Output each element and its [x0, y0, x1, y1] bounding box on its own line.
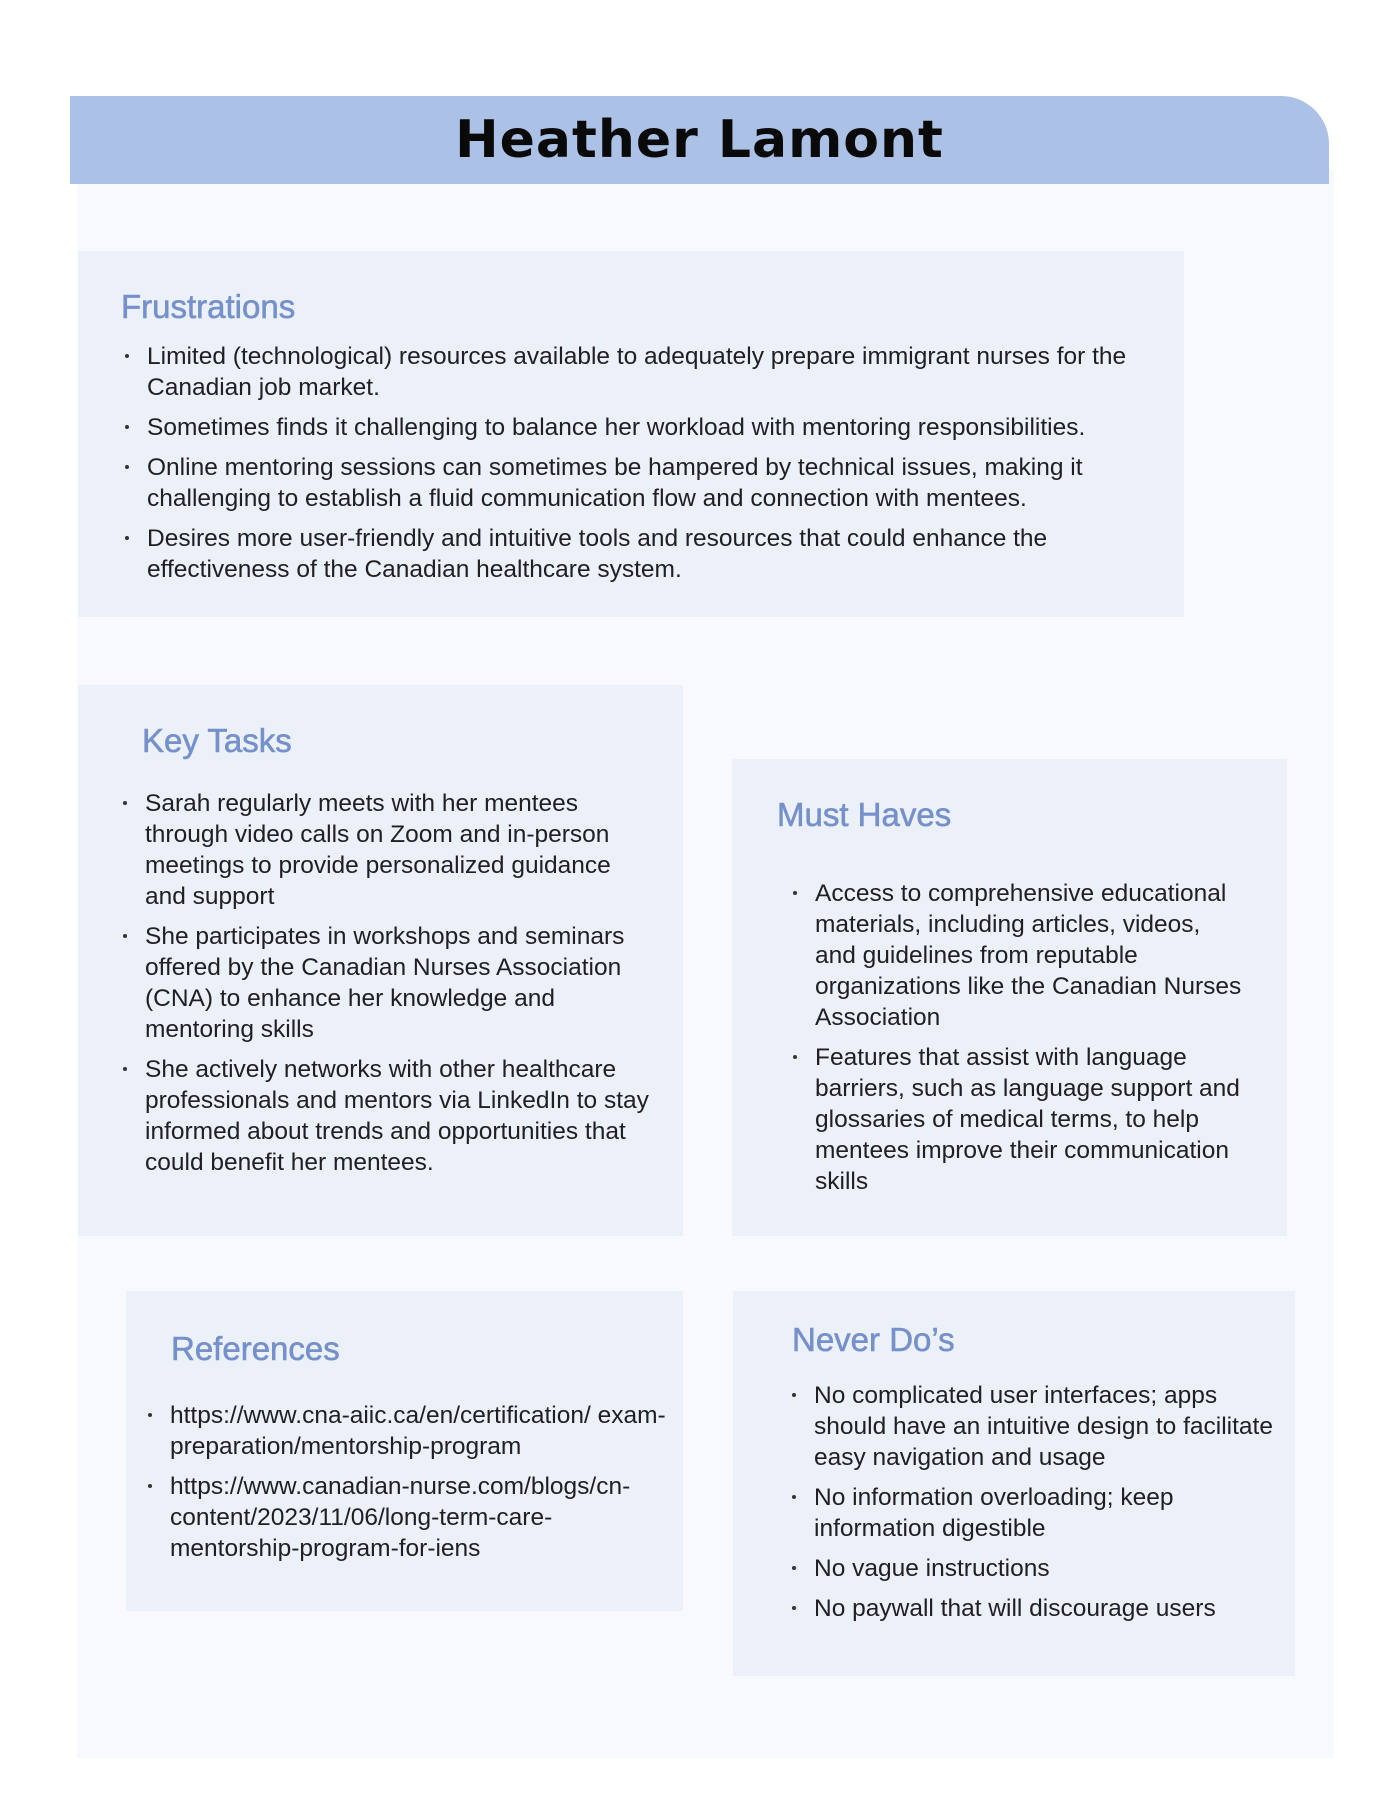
references-list — [170, 1400, 670, 1573]
frustrations-list — [147, 341, 1157, 594]
persona-name: Heather Lamont — [455, 110, 944, 170]
list-item: No paywall that will discourage users — [814, 1593, 1274, 1624]
frustrations-card — [78, 251, 1184, 617]
frustrations-heading: Frustrations — [121, 288, 296, 325]
never-dos-list — [814, 1380, 1274, 1633]
list-item: Desires more user-friendly and intuitive tools and resources that could enhance the effectiveness of the Canadian healthcare system. — [147, 523, 1157, 585]
list-item: Sarah regularly meets with her mentees through video calls on Zoom and in-person meetings to provide personalized guidance and support — [145, 788, 655, 912]
must-haves-card — [732, 759, 1287, 1236]
list-item: Limited (technological) resources available to adequately prepare immigrant nurses for the Canadian job market. — [147, 341, 1157, 403]
references-card — [126, 1291, 683, 1611]
references-heading: References — [171, 1330, 340, 1367]
never-dos-heading: Never Do’s — [792, 1321, 955, 1358]
reference-link[interactable]: https://www.cna-aiic.ca/en/certification/ exam-preparation/mentorship-program — [170, 1400, 670, 1462]
list-item: No vague instructions — [814, 1553, 1274, 1584]
list-item: No complicated user interfaces; apps should have an intuitive design to facilitate easy navigation and usage — [814, 1382, 1273, 1471]
list-item: Access to comprehensive educational materials, including articles, videos, and guidelines from reputable organizations like the Canadian Nurses Association — [815, 878, 1245, 1033]
list-item: She participates in workshops and seminars offered by the Canadian Nurses Association (CNA) to enhance her knowledge and mentoring skills — [145, 921, 655, 1045]
must-haves-list — [815, 878, 1245, 1206]
list-item: Features that assist with language barriers, such as language support and glossaries of medical terms, to help mentees improve their communication skills — [815, 1042, 1245, 1197]
key-tasks-card — [78, 685, 683, 1236]
list-item: Online mentoring sessions can sometimes be hampered by technical issues, making it challenging to establish a fluid communication flow and connection with mentees. — [147, 452, 1157, 514]
list-item: She actively networks with other healthcare professionals and mentors via LinkedIn to stay informed about trends and opportunities that could benefit her mentees. — [145, 1054, 655, 1178]
key-tasks-list — [145, 788, 655, 1187]
reference-link[interactable]: https://www.canadian-nurse.com/blogs/cn- content/2023/11/06/long-term-care- mentorship-program-for-iens — [170, 1471, 670, 1564]
list-item: Sometimes finds it challenging to balance her workload with mentoring responsibilities. — [147, 412, 1157, 443]
title-bar — [70, 96, 1329, 184]
key-tasks-heading: Key Tasks — [142, 722, 292, 759]
list-item: No information overloading; keep information digestible — [814, 1482, 1274, 1544]
must-haves-heading: Must Haves — [777, 796, 952, 833]
never-dos-card — [733, 1291, 1295, 1676]
